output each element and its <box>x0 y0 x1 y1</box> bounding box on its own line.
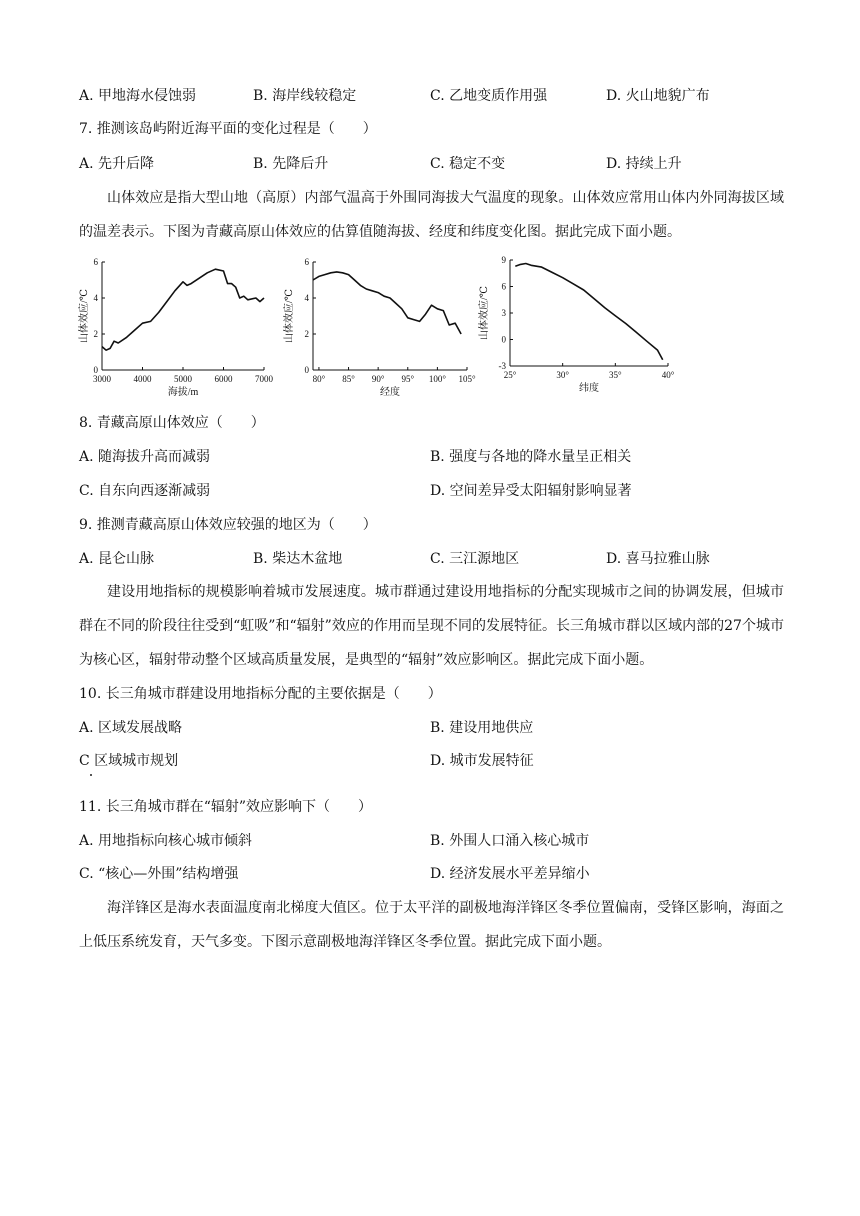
series-line <box>515 264 662 360</box>
x-tick-label: 5000 <box>174 374 192 384</box>
passage-urban-land: 建设用地指标的规模影响着城市发展速度。城市群通过建设用地指标的分配实现城市之间的协调发展，但城市群在不同的阶段往往受到“虹吸”和“辐射”效应的作用而呈现不同的发展特征。长三角城市群以区域内部的27个城市为核心区，辐射带动整个区域高质量发展，是典型的“辐射”效应影响区。据此完成下面小题。 <box>79 584 784 668</box>
y-axis-label: 山体效应/℃ <box>284 289 295 343</box>
x-tick-label: 105° <box>458 374 476 384</box>
q10-option-d: D. 城市发展特征 <box>430 753 534 769</box>
q9-option-a: A. 昆仑山脉 <box>79 551 155 567</box>
q7-option-c: C. 稳定不变 <box>430 156 506 172</box>
y-tick-label: 4 <box>304 293 309 303</box>
y-tick-label: 2 <box>304 329 309 339</box>
y-tick-label: 2 <box>93 329 98 339</box>
q6-option-b: B. 海岸线较稳定 <box>253 88 357 104</box>
y-tick-label: 0 <box>501 334 506 345</box>
y-tick-label: 4 <box>93 293 98 303</box>
x-tick-label: 30° <box>556 370 569 380</box>
x-tick-label: 7000 <box>255 374 273 384</box>
y-axis-label: 山体效应/℃ <box>479 286 490 340</box>
q10-option-b: B. 建设用地供应 <box>430 720 534 736</box>
q11-option-c: C. “核心—外围”结构增强 <box>79 866 239 882</box>
q9-option-d: D. 喜马拉雅山脉 <box>606 551 710 567</box>
y-tick-label: -3 <box>498 361 506 371</box>
series-line <box>102 269 264 350</box>
stray-dot <box>90 774 92 776</box>
q8-option-c: C. 自东向西逐渐减弱 <box>79 483 211 499</box>
q9-stem: 9. 推测青藏高原山体效应较强的地区为（ ） <box>79 517 377 533</box>
q9-option-b: B. 柴达木盆地 <box>253 551 343 567</box>
x-tick-label: 4000 <box>133 374 152 384</box>
x-tick-label: 80° <box>312 374 326 384</box>
q10-option-a: A. 区域发展战略 <box>79 720 183 736</box>
series-line <box>313 272 461 334</box>
q6-option-a: A. 甲地海水侵蚀弱 <box>79 88 197 104</box>
q11-option-b: B. 外围人口涌入核心城市 <box>430 833 590 849</box>
x-tick-label: 40° <box>661 370 675 380</box>
q7-option-a: A. 先升后降 <box>79 156 155 172</box>
q6-option-d: D. 火山地貌广布 <box>606 88 710 104</box>
q7-option-d: D. 持续上升 <box>606 156 682 172</box>
chart-latitude <box>478 250 678 400</box>
q9-option-c: C. 三江源地区 <box>430 551 520 567</box>
x-tick-label: 95° <box>401 374 415 384</box>
q11-stem: 11. 长三角城市群在“辐射”效应影响下（ ） <box>79 799 373 815</box>
y-tick-label: 9 <box>501 255 506 265</box>
y-tick-label: 6 <box>501 281 506 292</box>
y-tick-label: 6 <box>93 257 98 267</box>
q8-option-d: D. 空间差异受太阳辐射影响显著 <box>430 483 632 499</box>
q11-option-a: A. 用地指标向核心城市倾斜 <box>79 833 253 849</box>
q7-stem: 7. 推测该岛屿附近海平面的变化过程是（ ） <box>79 121 377 137</box>
y-tick-label: 0 <box>93 365 98 375</box>
passage-mountain-effect: 山体效应是指大型山地（高原）内部气温高于外围同海拔大气温度的现象。山体效应常用山体内外同海拔区域的温差表示。下图为青藏高原山体效应的估算值随海拔、经度和纬度变化图。据此完成下面小题。 <box>79 190 784 240</box>
x-tick-label: 85° <box>342 374 355 384</box>
q6-option-c: C. 乙地变质作用强 <box>430 88 548 104</box>
x-tick-label: 6000 <box>214 374 233 384</box>
x-axis-label: 海拔/m <box>167 387 199 398</box>
x-tick-label: 100° <box>428 374 446 384</box>
x-axis-label: 经度 <box>380 387 400 398</box>
chart-altitude <box>78 254 278 400</box>
y-axis-label: 山体效应/℃ <box>79 289 90 343</box>
y-tick-label: 6 <box>304 257 309 267</box>
q11-option-d: D. 经济发展水平差异缩小 <box>430 866 590 882</box>
q8-option-a: A. 随海拔升高而减弱 <box>79 449 211 465</box>
x-tick-label: 3000 <box>93 374 111 384</box>
passage-ocean-front: 海洋锋区是海水表面温度南北梯度大值区。位于太平洋的副极地海洋锋区冬季位置偏南，受锋区影响，海面之上低压系统发育，天气多变。下图示意副极地海洋锋区冬季位置。据此完成下面小题。 <box>79 900 784 950</box>
y-tick-label: 0 <box>304 365 309 375</box>
x-axis-label: 纬度 <box>579 383 599 394</box>
q8-stem: 8. 青藏高原山体效应（ ） <box>79 415 265 431</box>
y-tick-label: 3 <box>501 308 506 318</box>
q10-stem: 10. 长三角城市群建设用地指标分配的主要依据是（ ） <box>79 686 442 702</box>
x-tick-label: 25° <box>503 370 517 380</box>
chart-longitude <box>283 254 483 400</box>
q8-option-b: B. 强度与各地的降水量呈正相关 <box>430 449 632 465</box>
q7-option-b: B. 先降后升 <box>253 156 329 172</box>
q10-option-c: C 区域城市规划 <box>79 753 179 769</box>
x-tick-label: 35° <box>609 370 622 380</box>
x-tick-label: 90° <box>371 374 385 384</box>
